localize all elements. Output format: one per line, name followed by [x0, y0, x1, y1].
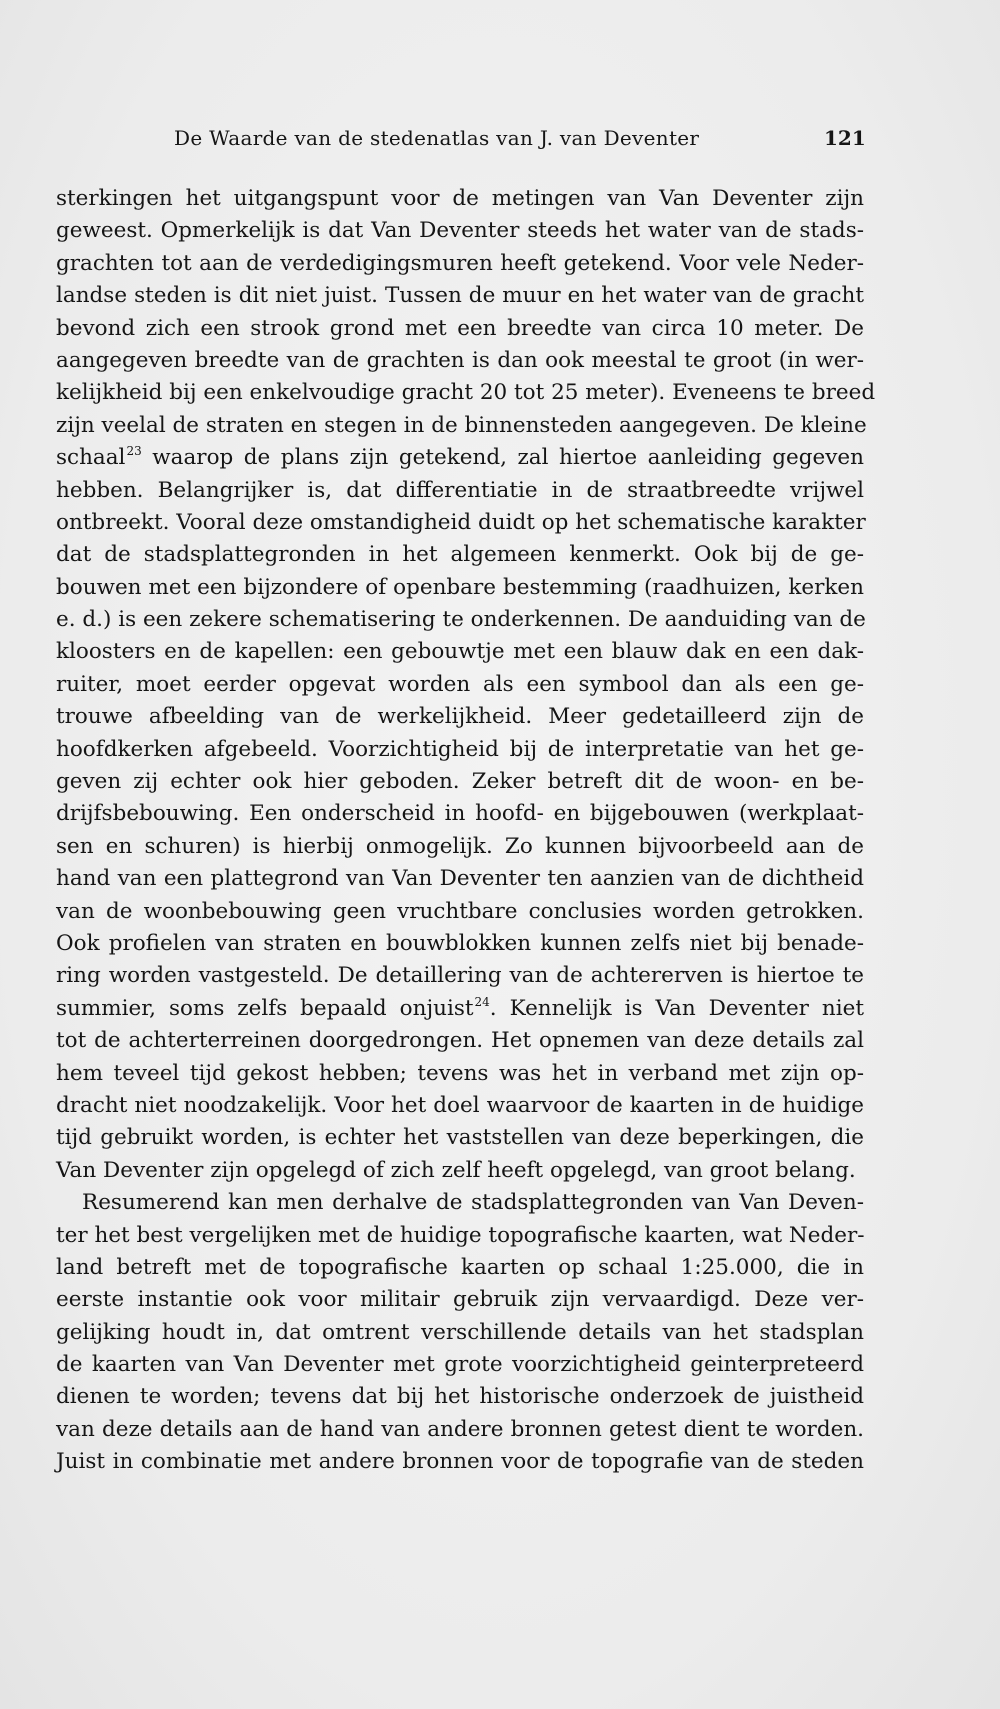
text-line: tot de achterterreinen doorgedrongen. Het opnemen van deze details zal — [56, 1028, 864, 1054]
footnote-ref-23: 23 — [126, 444, 142, 459]
running-header-title: De Waarde van de stedenatlas van J. van Deventer — [174, 126, 700, 150]
text-line: land betreft met de topografische kaarten op schaal 1:25.000, die in — [56, 1254, 864, 1280]
text-line: ontbreekt. Vooral deze omstandigheid duidt op het schematische karakter — [56, 509, 866, 535]
text-line: dienen te worden; tevens dat bij het historische onderzoek de juistheid — [56, 1384, 864, 1410]
text-line: dracht niet noodzakelijk. Voor het doel waarvoor de kaarten in de huidige — [56, 1092, 864, 1118]
text-line: eerste instantie ook voor militair gebruik zijn vervaardigd. Deze ver- — [56, 1287, 864, 1313]
text-line — [56, 442, 864, 474]
text-line: hebben. Belangrijker is, dat differentiatie in de straatbreedte vrijwel — [56, 477, 864, 503]
footnote-ref-24: 24 — [474, 994, 490, 1009]
text-line: bouwen met een bijzondere of openbare bestemming (raadhuizen, kerken — [56, 574, 864, 600]
text-line: ter het best vergelijken met de huidige topografische kaarten, wat Neder- — [56, 1222, 865, 1248]
page-number: 121 — [824, 126, 866, 150]
text-line — [56, 993, 864, 1025]
text-line: drijfsbebouwing. Een onderscheid in hoofd- en bijgebouwen (werkplaat- — [56, 801, 864, 827]
text-line: van deze details aan de hand van andere bronnen getest dient te worden. — [56, 1416, 864, 1442]
text-line: gelijking houdt in, dat omtrent verschillende details van het stadsplan — [56, 1319, 864, 1345]
text-line: zijn veelal de straten en stegen in de binnensteden aangegeven. De kleine — [56, 412, 867, 438]
text-line: hoofdkerken afgebeeld. Voorzichtigheid bij de interpretatie van het ge- — [56, 736, 864, 762]
text-line: Juist in combinatie met andere bronnen voor de topografie van de steden — [56, 1449, 864, 1475]
body-text — [56, 183, 876, 1479]
text-line: ring worden vastgesteld. De detaillering van de achtererven is hiertoe te — [56, 963, 864, 989]
text-line: tijd gebruikt worden, is echter het vaststellen van deze beperkingen, die — [56, 1125, 864, 1151]
text-line: hand van een plattegrond van Van Deventer ten aanzien van de dichtheid — [56, 866, 864, 892]
text-line: aangegeven breedte van de grachten is dan ook meestal te groot (in wer- — [56, 347, 864, 373]
text-line: sterkingen het uitgangspunt voor de metingen van Van Deventer zijn — [56, 186, 864, 211]
text-fragment: schaal — [56, 445, 126, 471]
text-line: e. d.) is een zekere schematisering te onderkennen. De aanduiding van de — [56, 607, 866, 633]
text-line: hem teveel tijd gekost hebben; tevens was het in verband met zijn op- — [56, 1060, 864, 1086]
text-line: sen en schuren) is hierbij onmogelijk. Zo kunnen bijvoorbeeld aan de — [56, 833, 864, 859]
text-line: Resumerend kan men derhalve de stadsplattegronden van Van Deven- — [82, 1190, 864, 1216]
text-line: geven zij echter ook hier geboden. Zeker betreft dit de woon- en be- — [56, 769, 864, 795]
text-line: trouwe afbeelding van de werkelijkheid. Meer gedetailleerd zijn de — [56, 704, 864, 730]
text-line: Ook profielen van straten en bouwblokken kunnen zelfs niet bij benade- — [56, 930, 864, 956]
text-fragment: summier, soms zelfs bepaald onjuist — [56, 995, 474, 1021]
text-line: van de woonbebouwing geen vruchtbare conclusies worden getrokken. — [56, 898, 864, 924]
text-line: grachten tot aan de verdedigingsmuren heeft getekend. Voor vele Neder- — [56, 250, 864, 276]
text-line: kelijkheid bij een enkelvoudige gracht 20 tot 25 meter). Eveneens te breed — [56, 380, 876, 406]
text-line: bevond zich een strook grond met een breedte van circa 10 meter. De — [56, 315, 864, 341]
text-line: ruiter, moet eerder opgevat worden als een symbool dan als een ge- — [56, 671, 864, 697]
text-line: landse steden is dit niet juist. Tussen de muur en het water van de gracht — [56, 283, 864, 309]
text-line: dat de stadsplattegronden in het algemeen kenmerkt. Ook bij de ge- — [56, 542, 864, 568]
text-line: geweest. Opmerkelijk is dat Van Deventer steeds het water van de stads- — [56, 218, 864, 244]
text-line: de kaarten van Van Deventer met grote voorzichtigheid geinterpreteerd — [56, 1352, 864, 1378]
text-fragment: . Kennelijk is Van Deventer niet — [489, 995, 864, 1021]
text-fragment: waarop de plans zijn getekend, zal hiertoe aanleiding gegeven — [152, 445, 864, 471]
text-line: kloosters en de kapellen: een gebouwtje met een blauw dak en een dak- — [56, 639, 864, 665]
text-line: Van Deventer zijn opgelegd of zich zelf heeft opgelegd, van groot belang. — [56, 1157, 856, 1183]
